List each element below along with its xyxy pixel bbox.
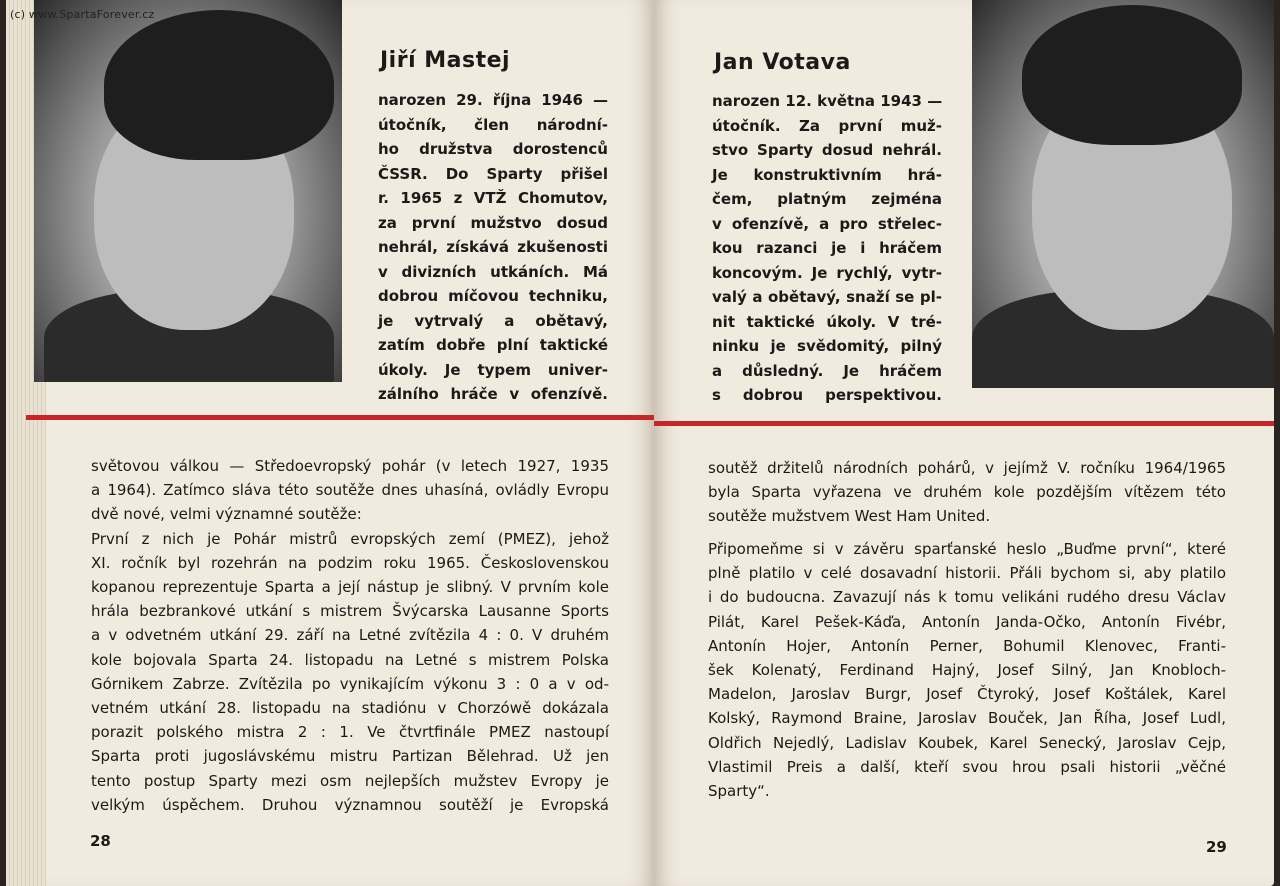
text-line: dvě nové, velmi významné soutěže: xyxy=(91,505,362,524)
player-name: Jan Votava xyxy=(714,50,851,75)
text-line: a v odvetném utkání 29. září na Letné zvítězila 4 : 0. V druhém xyxy=(91,626,609,645)
bio-line: Je konstruktivním hrá- xyxy=(712,165,942,184)
text-line: Oldřich Nejedlý, Ladislav Koubek, Karel Senecký, Jaroslav Cejp, xyxy=(708,733,1226,752)
left-page xyxy=(6,0,654,886)
text-line: šek Kolenatý, Ferdinand Hajný, Josef Silný, Jan Knobloch- xyxy=(708,661,1226,680)
player-photo-mastej xyxy=(34,0,342,382)
player-name: Jiří Mastej xyxy=(380,48,511,73)
text-line: Připomeňme si v závěru sparťanské heslo „Buďme první“, které xyxy=(708,540,1226,558)
text-line: kole bojovala Sparta 24. listopadu na Letné s mistrem Polska xyxy=(91,650,609,669)
bio-line: s dobrou perspektivou. xyxy=(712,386,942,404)
text-line: První z nich je Pohár mistrů evropských zemí (PMEZ), jehož xyxy=(91,529,609,548)
player-photo-votava xyxy=(972,0,1274,388)
bio-line: úkoly. Je typem univer- xyxy=(378,360,608,379)
red-divider xyxy=(26,415,654,420)
body-text xyxy=(91,454,609,817)
text-line: plně platilo v celé dosavadní historii. Přáli bychom si, aby platilo xyxy=(708,564,1226,583)
text-line: byla Sparta vyřazena ve druhém kole pozdějším vítězem této xyxy=(708,483,1226,502)
player-bio xyxy=(712,89,942,408)
bio-line: nit taktické úkoly. V tré- xyxy=(712,312,942,331)
text-line: soutěž držitelů národních pohárů, v jejímž V. ročníku 1964/1965 xyxy=(708,459,1226,477)
bio-line: dobrou míčovou techniku, xyxy=(378,287,608,305)
bio-line: čem, platným zejména xyxy=(712,190,942,208)
text-line: kopanou reprezentuje Sparta a její nástup je slibný. V prvním kole xyxy=(91,578,609,597)
bio-line: v ofenzívě, a pro střelec- xyxy=(712,214,942,233)
bio-line: nehrál, získává zkušenosti xyxy=(378,238,608,256)
text-line: Sparty“. xyxy=(708,782,770,801)
bio-line: je vytrvalý a obětavý, xyxy=(378,311,608,330)
page-number: 28 xyxy=(90,832,111,850)
bio-line: koncovým. Je rychlý, vytr- xyxy=(712,263,942,282)
red-divider xyxy=(654,421,1274,426)
text-line: tento postup Sparty mezi osm nejlepších mužstev Evropy je xyxy=(91,771,609,790)
text-line: Madelon, Jaroslav Burgr, Josef Čtyroký, Josef Koštálek, Karel xyxy=(708,685,1226,704)
bio-line: zatím dobře plní taktické xyxy=(378,336,608,354)
text-line: Antonín Hojer, Antonín Perner, Bohumil Klenovec, Franti- xyxy=(708,636,1226,655)
text-line: Sparta proti jugoslávskému mistru Partizan Bělehrad. Už jen xyxy=(91,747,609,766)
bio-line: v divizních utkáních. Má xyxy=(378,262,608,281)
bio-line: narozen 12. května 1943 — xyxy=(712,92,943,110)
text-line: i do budoucna. Zavazují nás k tomu velikáni rudého dresu Václav xyxy=(708,588,1226,607)
text-line: velkým úspěchem. Druhou významnou soutěží je Evropská xyxy=(91,795,609,814)
text-line: Górnikem Zabrze. Zvítězila po vynikajícím výkonu 3 : 0 a v od- xyxy=(91,674,609,693)
body-text-para-1 xyxy=(708,456,1226,529)
bio-line: ninku je svědomitý, pilný xyxy=(712,337,942,355)
right-page xyxy=(654,0,1274,886)
text-line: porazit polského mistra 2 : 1. Ve čtvrtfinále PMEZ nastoupí xyxy=(91,723,609,742)
text-line: soutěže mužstvem West Ham United. xyxy=(708,507,991,526)
bio-line: r. 1965 z VTŽ Chomutov, xyxy=(378,189,608,207)
bio-line: za první mužstvo dosud xyxy=(378,213,608,232)
text-line: Vlastimil Preis a další, kteří svou hrou psali historii „věčné xyxy=(708,757,1226,776)
watermark: (c) www.SpartaForever.cz xyxy=(10,8,155,21)
text-line: světovou válkou — Středoevropský pohár (v letech 1927, 1935 xyxy=(91,457,609,475)
text-line: a 1964). Zatímco sláva této soutěže dnes uhasíná, ovládly Evropu xyxy=(91,481,609,500)
bio-line: stvo Sparty dosud nehrál. xyxy=(712,141,942,159)
bio-line: zálního hráče v ofenzívě. xyxy=(378,385,608,403)
text-line: Pilát, Karel Pešek-Káďa, Antonín Janda-Očko, Antonín Fivébr, xyxy=(708,612,1226,631)
text-line: hrála bezbrankové utkání s mistrem Švýcarska Lausanne Sports xyxy=(91,602,609,621)
text-line: Kolský, Raymond Braine, Jaroslav Bouček, Jan Říha, Josef Ludl, xyxy=(708,709,1226,728)
player-bio xyxy=(378,88,608,407)
body-text-para-2 xyxy=(708,537,1226,803)
bio-line: útočník. Za první muž- xyxy=(712,116,942,135)
page-number: 29 xyxy=(1206,838,1227,856)
bio-line: ho družstva dorostenců xyxy=(378,140,608,158)
bio-line: a důsledný. Je hráčem xyxy=(712,361,942,380)
bio-line: kou razanci je i hráčem xyxy=(712,239,942,257)
bio-line: ČSSR. Do Sparty přišel xyxy=(378,164,608,183)
bio-line: útočník, člen národní- xyxy=(378,115,608,134)
text-line: XI. ročník byl rozehrán na podzim roku 1965. Československou xyxy=(91,553,609,572)
bio-line: narozen 29. října 1946 — xyxy=(378,91,608,109)
bio-line: valý a obětavý, snaží se pl- xyxy=(712,288,942,306)
text-line: vetném utkání 28. listopadu na stadiónu v Chorzówě dokázala xyxy=(91,699,609,718)
